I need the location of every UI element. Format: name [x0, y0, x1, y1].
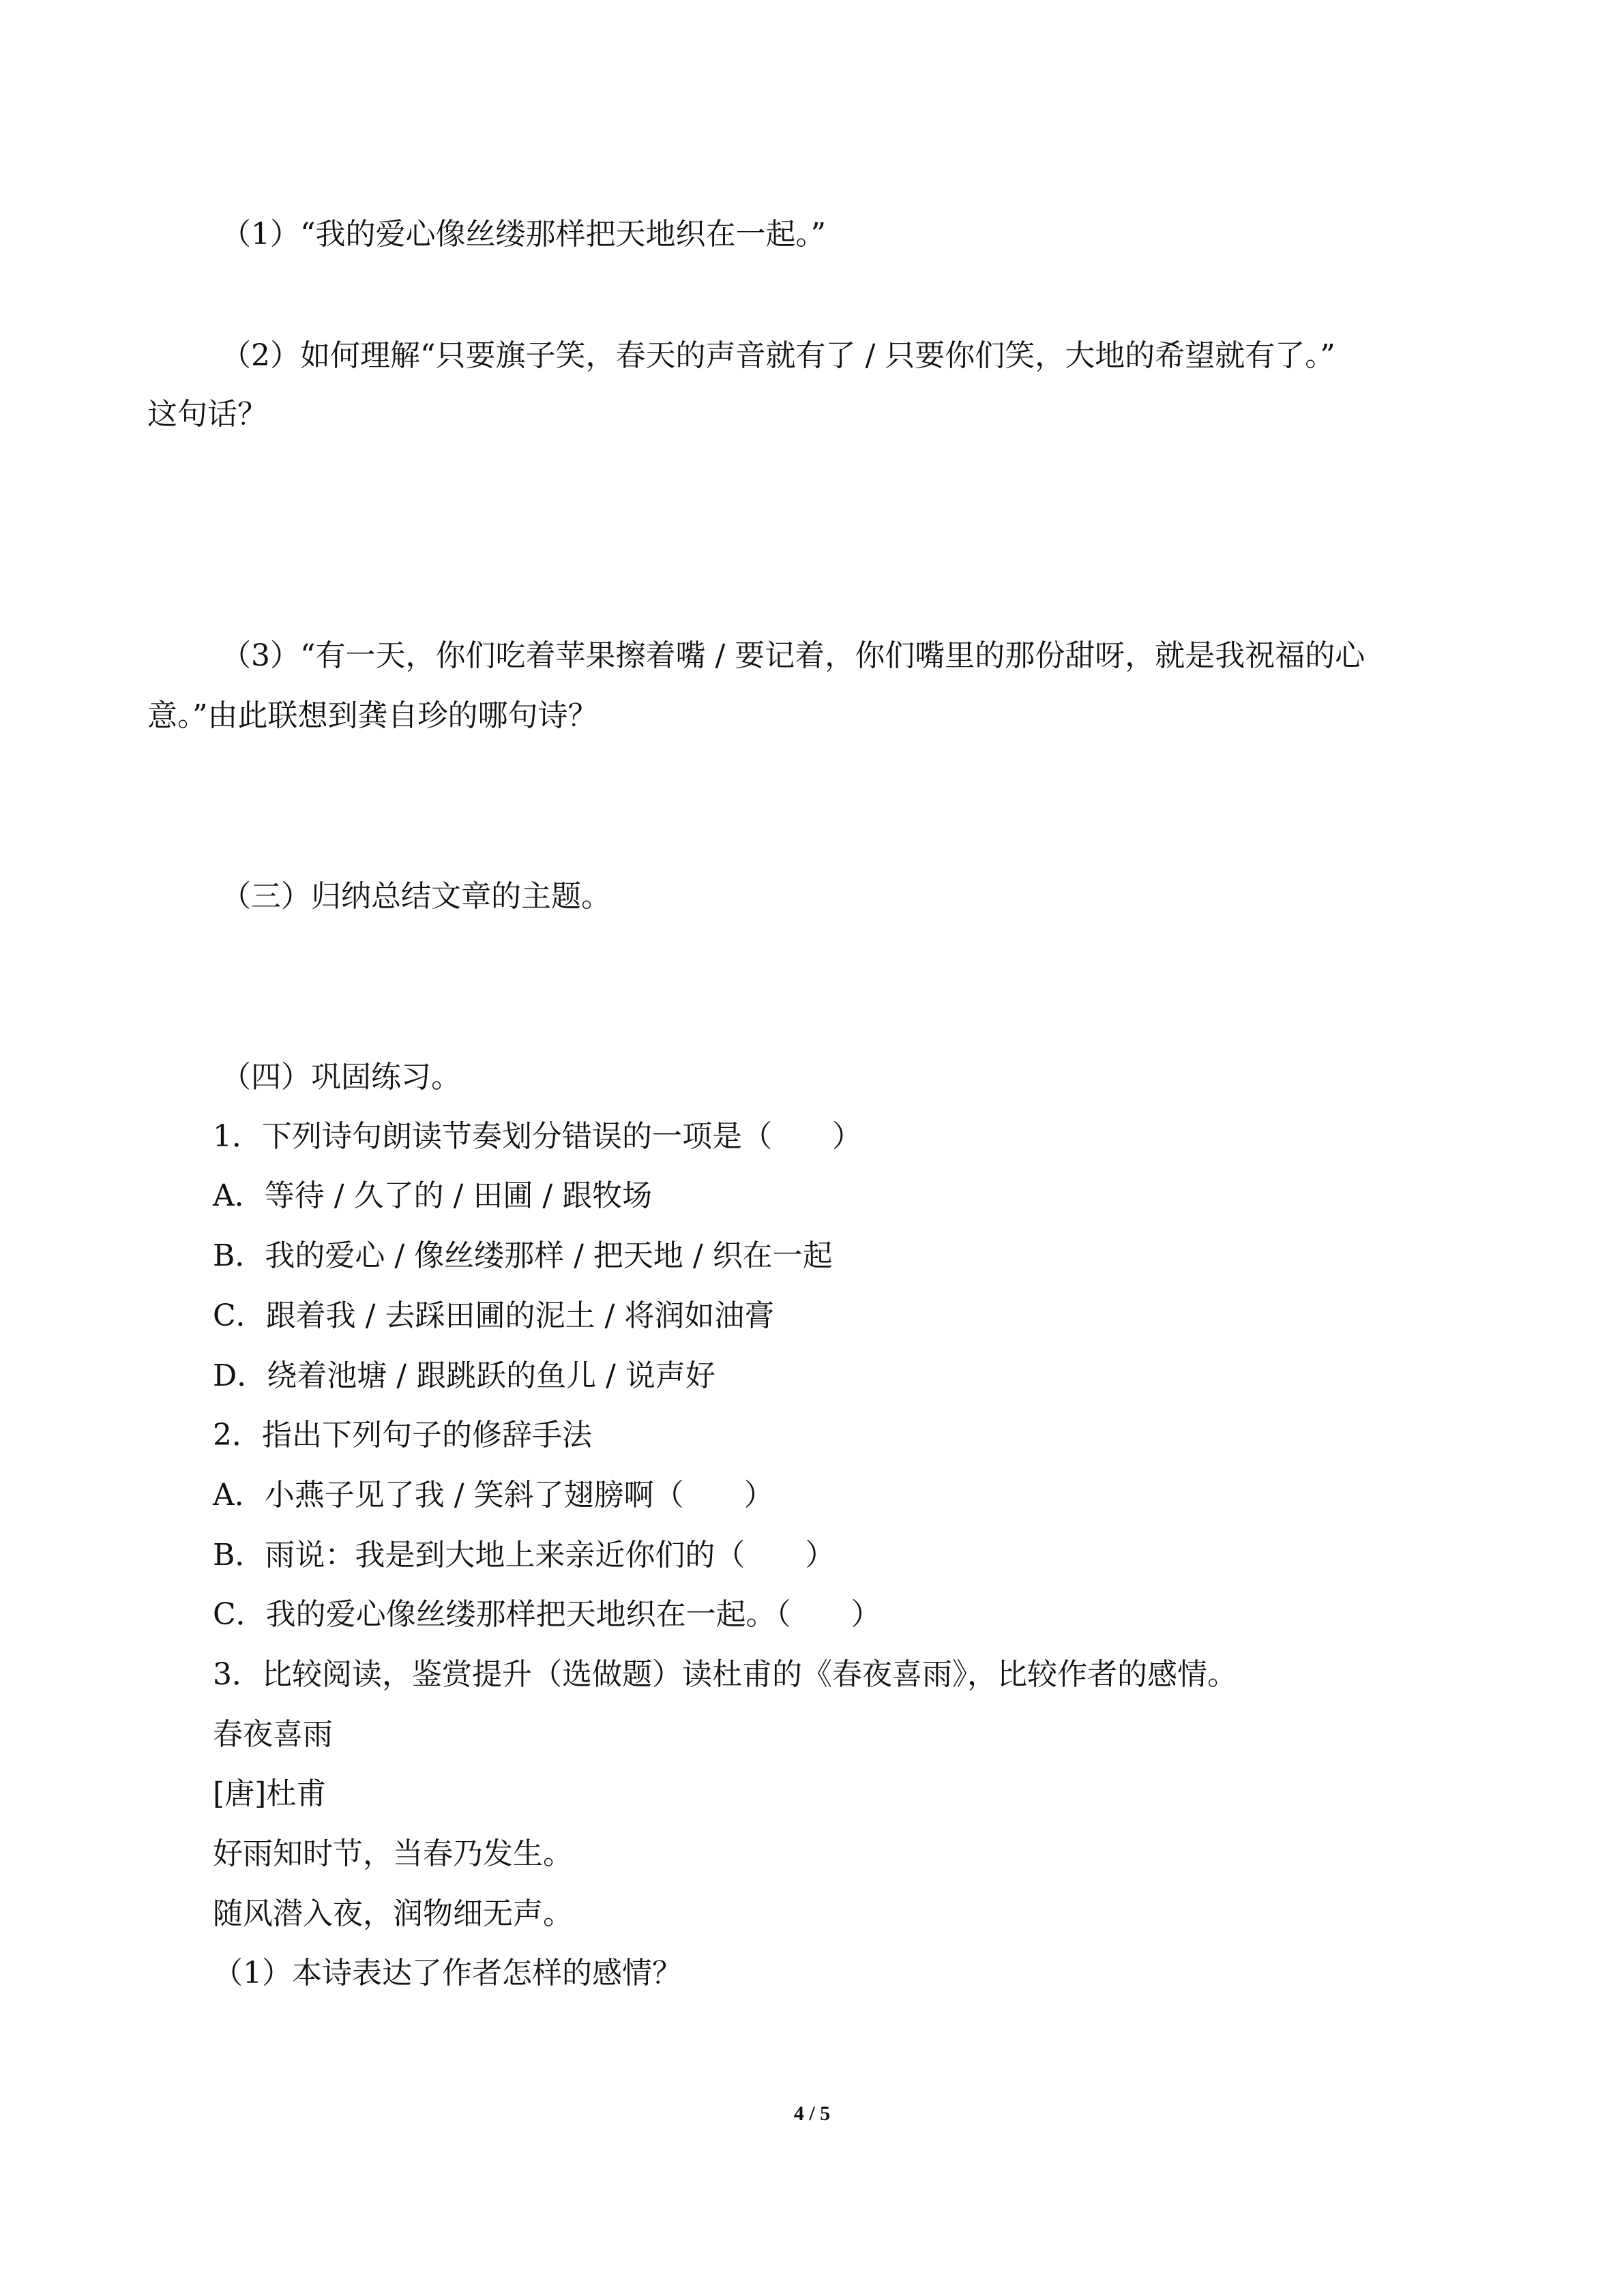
exercise-1-stem: 1．下列诗句朗读节奏划分错误的一项是（ ）	[213, 1119, 862, 1154]
question-2-2-line2: 这句话？	[147, 397, 267, 432]
poem-title: 春夜喜雨	[213, 1717, 333, 1752]
exercise-2-option-a: A．小燕子见了我 / 笑斜了翅膀啊（ ）	[213, 1478, 774, 1512]
page-number: 4 / 5	[793, 2102, 831, 2125]
exercise-3-stem: 3．比较阅读，鉴赏提升（选做题）读杜甫的《春夜喜雨》，比较作者的感情。	[213, 1657, 1237, 1692]
poem-author: [唐]杜甫	[213, 1776, 327, 1811]
exercise-3-sub-1: （1）本诗表达了作者怎样的感情？	[213, 1956, 682, 1991]
poem-line-1: 好雨知时节，当春乃发生。	[213, 1836, 573, 1871]
exercise-2-option-c: C．我的爱心像丝缕那样把天地织在一起。（ ）	[213, 1597, 881, 1632]
exercise-2-stem: 2．指出下列句子的修辞手法	[213, 1418, 592, 1452]
question-2-3-line1: （3）“有一天，你们吃着苹果擦着嘴 / 要记着，你们嘴里的那份甜呀，就是我祝福的心	[221, 638, 1365, 673]
question-2-3-line2: 意。”由此联想到龚自珍的哪句诗？	[147, 698, 598, 733]
exercise-1-option-c: C．跟着我 / 去踩田圃的泥土 / 将润如油膏	[213, 1298, 775, 1333]
question-2-2-line1: （2）如何理解“只要旗子笑，春天的声音就有了 / 只要你们笑，大地的希望就有了。”	[221, 338, 1335, 373]
poem-line-2: 随风潜入夜，润物细无声。	[213, 1896, 573, 1931]
exercise-1-option-a: A．等待 / 久了的 / 田圃 / 跟牧场	[213, 1178, 653, 1213]
question-2-1: （1）“我的爱心像丝缕那样把天地织在一起。”	[221, 217, 826, 252]
section-3-heading: （三）归纳总结文章的主题。	[221, 879, 611, 914]
section-4-heading: （四）巩固练习。	[221, 1060, 461, 1094]
exercise-2-option-b: B．雨说：我是到大地上来亲近你们的（ ）	[213, 1538, 836, 1572]
exercise-1-option-b: B．我的爱心 / 像丝缕那样 / 把天地 / 织在一起	[213, 1238, 833, 1273]
exercise-1-option-d: D．绕着池塘 / 跟跳跃的鱼儿 / 说声好	[213, 1358, 715, 1393]
